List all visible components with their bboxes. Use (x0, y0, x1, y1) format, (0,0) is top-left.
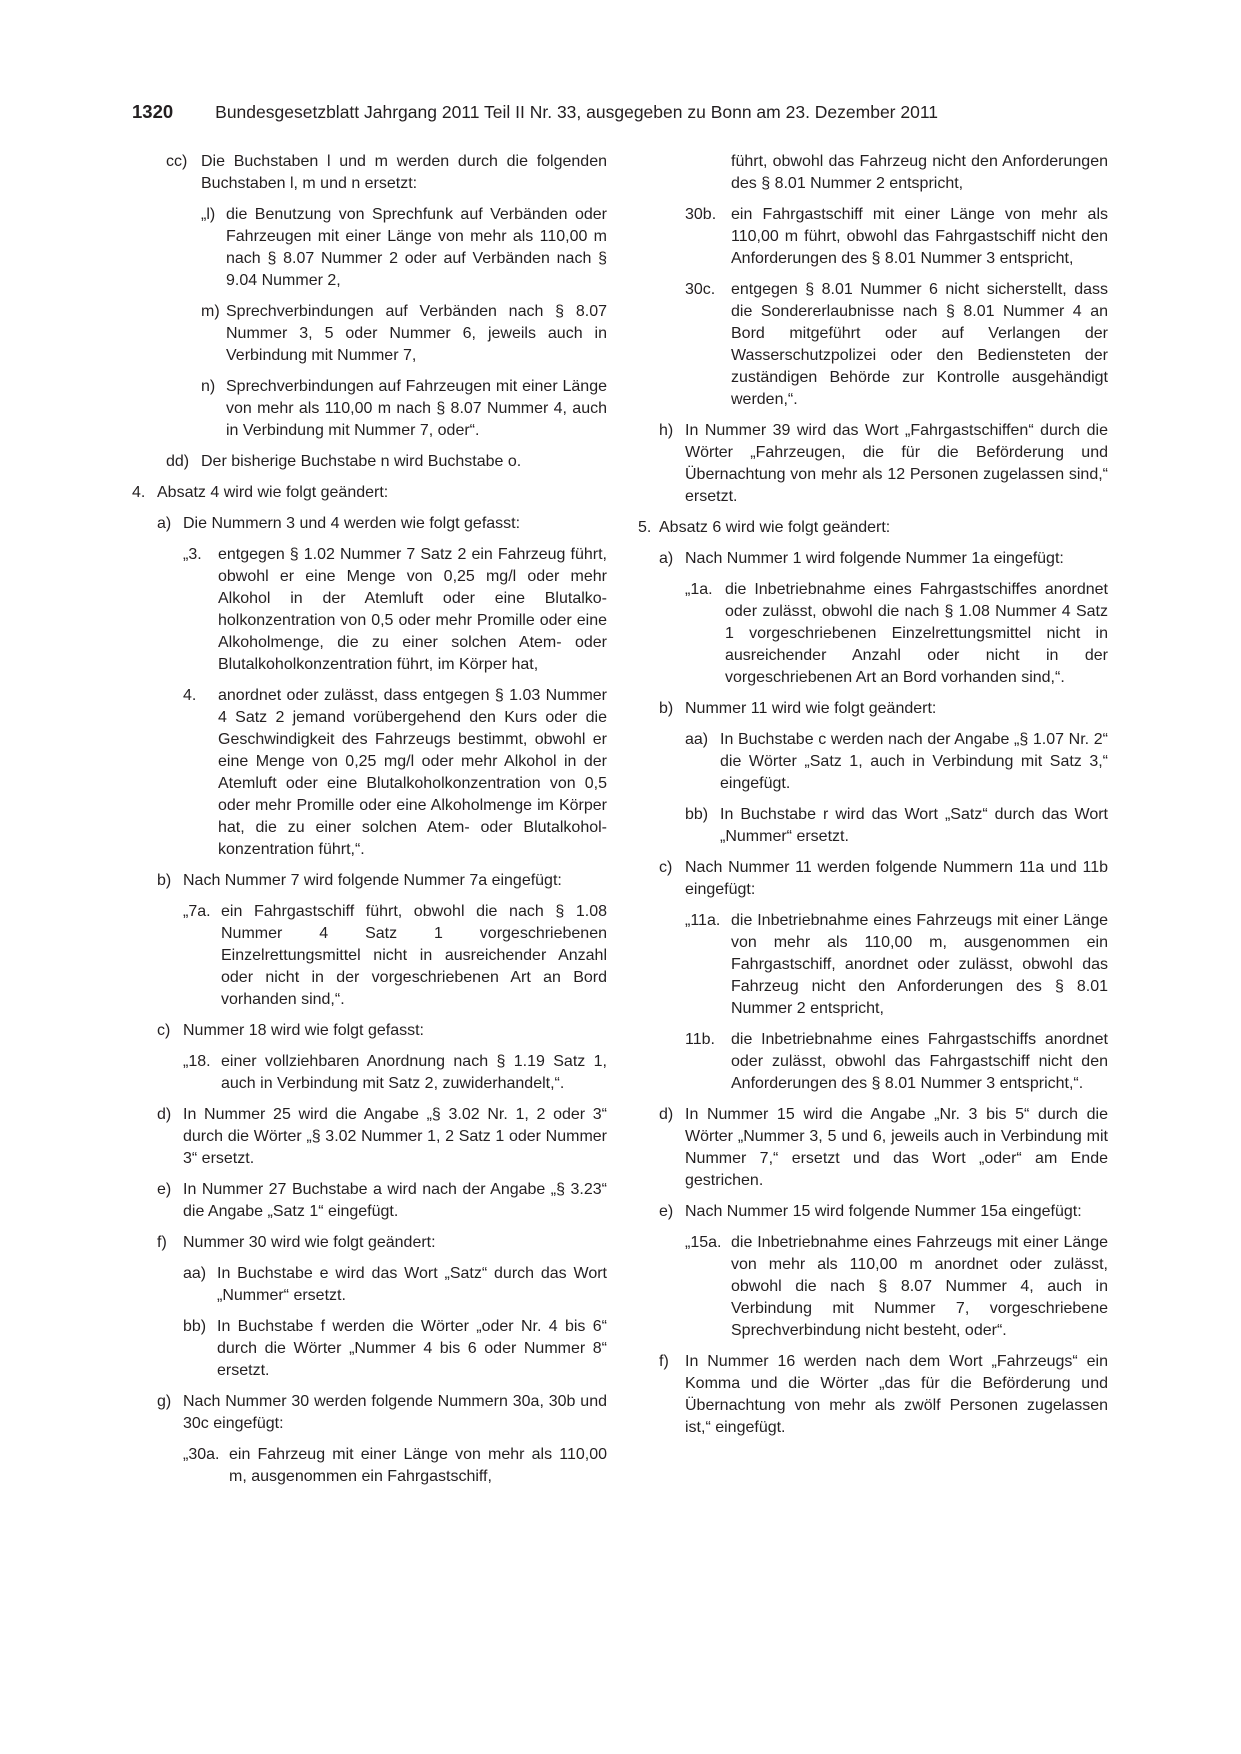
subitem-text: die Inbetriebnahme eines Fahrgastschiffes anordnet oder zulässt, obwohl die nach § 1.08 Nummer 4 Satz 1 vorgeschriebenen Einzelrettungsmittel nicht in ausreichender Anzahl oder nicht in der vorgeschriebenen Art an Bord vorhanden sind,“. (725, 581, 1108, 686)
subitem-30a (183, 1444, 607, 1488)
item-text: In Nummer 27 Buchstabe a wird nach der Angabe „§ 3.23“ die Angabe „Satz 1“ eingefügt. (183, 1181, 607, 1220)
item-marker: b) (659, 700, 674, 717)
subitem-11b (685, 1029, 1108, 1095)
item-4a (157, 513, 607, 861)
header-title: Bundesgesetzblatt Jahrgang 2011 Teil II Nr. 33, ausgegeben zu Bonn am 23. Dezember 2011 (215, 102, 939, 122)
section-text: Absatz 6 wird wie folgt geändert: (659, 519, 891, 536)
item-marker: cc) (166, 153, 188, 170)
item-text: In Nummer 15 wird die Angabe „Nr. 3 bis 5“ durch die Wörter „Nummer 3, 5 und 6, jeweils auch in Verbindung mit Nummer 7,“ ersetzt und das Wort „oder“ am Ende gestrichen. (685, 1106, 1108, 1189)
subitem-marker: „3. (183, 546, 202, 563)
subitem-text: In Buchstabe c werden nach der Angabe „§ 1.07 Nr. 2“ die Wörter „Satz 1, auch in Verbindung mit Satz 3,“ eingefügt. (720, 731, 1108, 792)
section-marker: 4. (132, 484, 146, 501)
subitem-n (201, 376, 607, 442)
subitem-30b (685, 204, 1108, 270)
item-marker: f) (659, 1353, 669, 1370)
item-marker: c) (157, 1022, 171, 1039)
item-4d (157, 1104, 607, 1170)
subitem-text: ein Fahrgastschiff führt, obwohl die nach § 1.08 Nummer 4 Satz 1 vorgeschriebenen Einzelrettungsmittel nicht in ausreichender Anzahl oder nicht in der vorgeschriebenen Art an Bord vorhanden sind,“. (221, 903, 607, 1008)
subitem-marker: 30c. (685, 281, 716, 298)
item-4g (157, 1391, 607, 1488)
subitem-text: einer vollziehbaren Anordnung nach § 1.19 Satz 1, auch in Verbindung mit Satz 2, zuwiderhandelt,“. (221, 1053, 607, 1092)
section-5 (638, 517, 1108, 1439)
item-4f (157, 1232, 607, 1382)
continuation-30a: führt, obwohl das Fahrzeug nicht den Anforderungen des § 8.01 Nummer 2 entspricht, (731, 153, 1108, 192)
item-cc (166, 151, 607, 442)
subitem-4 (183, 685, 607, 861)
subitem-text: die Inbetriebnahme eines Fahrzeugs mit einer Länge von mehr als 110,00 m anordnet oder zulässt, obwohl die nach § 8.07 Nummer 4, auch in Verbindung mit Nummer 7, vorgeschriebene Sprechverbindung nicht besteht, oder“. (731, 1234, 1108, 1339)
item-text: In Nummer 39 wird das Wort „Fahrgastschiffen“ durch die Wörter „Fahrzeugen, die für die Beförderung und Übernachtung von mehr als 12 Personen zugelassen sind,“ ersetzt. (685, 422, 1108, 505)
item-5b (659, 698, 1108, 848)
item-marker: c) (659, 859, 673, 876)
section-4 (132, 482, 607, 1488)
item-text: Nummer 18 wird wie folgt gefasst: (183, 1022, 424, 1039)
item-5e (659, 1201, 1108, 1342)
item-marker: g) (157, 1393, 172, 1410)
subitem-text: entgegen § 1.02 Nummer 7 Satz 2 ein Fahrzeug führt, obwohl er eine Menge von 0,25 mg/l oder mehr Alkohol in der Atemluft oder eine Blutalkoholkonzentration von 0,5 oder mehr Promille oder eine Alkoholmenge, die zu einer solchen Atem- oder Blutalkoholkonzentration führt, im Körper hat, (218, 546, 607, 673)
item-text: Nach Nummer 11 werden folgende Nummern 11a und 11b eingefügt: (685, 859, 1108, 898)
subitem-marker: „7a. (183, 903, 211, 920)
item-5c (659, 857, 1108, 1095)
subitem-marker: 11b. (685, 1031, 715, 1048)
subitem-7a (183, 901, 607, 1011)
item-4e (157, 1179, 607, 1223)
item-text: Nummer 30 wird wie folgt geändert: (183, 1234, 436, 1251)
subitem-marker: 30b. (685, 206, 717, 223)
item-marker: b) (157, 872, 172, 889)
subitem-marker: „18. (183, 1053, 211, 1070)
left-column (132, 151, 607, 1497)
item-text: Die Buchstaben l und m werden durch die folgenden Buchstaben l, m und n ersetzt: (201, 153, 607, 192)
subitem-text: die Benutzung von Sprechfunk auf Verbänden oder Fahrzeugen mit einer Länge von mehr als 110,00 m nach § 8.07 Nummer 2 oder auf Verbänden nach § 9.04 Nummer 2, (226, 206, 607, 289)
subitem-text: In Buchstabe e wird das Wort „Satz“ durch das Wort „Nummer“ ersetzt. (217, 1265, 607, 1304)
section-marker: 5. (638, 519, 652, 536)
subitem-bb (685, 804, 1108, 848)
item-text: Die Nummern 3 und 4 werden wie folgt gefasst: (183, 515, 521, 532)
item-5d (659, 1104, 1108, 1192)
subitem-aa (685, 729, 1108, 795)
subitem-marker: aa) (183, 1265, 207, 1282)
item-5a (659, 548, 1108, 689)
subitem-text: In Buchstabe f werden die Wörter „oder Nr. 4 bis 6“ durch die Wörter „Nummer 4 bis 6 oder Nummer 8“ ersetzt. (217, 1318, 607, 1379)
subitem-marker: „15a. (685, 1234, 722, 1251)
item-text: Nach Nummer 1 wird folgende Nummer 1a eingefügt: (685, 550, 1064, 567)
item-text: Nach Nummer 15 wird folgende Nummer 15a eingefügt: (685, 1203, 1082, 1220)
item-dd (166, 451, 607, 473)
item-text: In Nummer 25 wird die Angabe „§ 3.02 Nr. 1, 2 oder 3“ durch die Wörter „§ 3.02 Nummer 1, 2 Satz 1 oder Nummer 3“ ersetzt. (183, 1106, 607, 1167)
subitem-marker: n) (201, 378, 216, 395)
subitem-marker: m) (201, 303, 220, 320)
subitem-text: Sprechverbindungen auf Fahrzeugen mit einer Länge von mehr als 110,00 m nach § 8.07 Nummer 4, auch in Verbindung mit Nummer 7, oder“. (226, 378, 607, 439)
subitem-11a (685, 910, 1108, 1020)
item-4b (157, 870, 607, 1011)
subitem-text: anordnet oder zulässt, dass entgegen § 1.03 Nummer 4 Satz 2 jemand vorübergehend den Kurs oder die Geschwindigkeit des Fahrzeugs bestimmt, obwohl er eine Menge von 0,25 mg/l oder mehr Alkohol in der Atemluft oder eine Blutalkoholkonzentration von 0,5 oder mehr Promille oder eine Alkoholmenge im Körper hat, die zu einer solchen Atem- oder Blutalkoholkonzentration führt,“. (218, 687, 607, 858)
item-marker: a) (659, 550, 674, 567)
subitem-text: ein Fahrzeug mit einer Länge von mehr als 110,00 m, ausgenommen ein Fahrgastschiff, (229, 1446, 607, 1485)
subitem-m (201, 301, 607, 367)
subitem-1a (685, 579, 1108, 689)
subitem-text: Sprechverbindungen auf Verbänden nach § 8.07 Nummer 3, 5 oder Nummer 6, jeweils auch in Verbindung mit Nummer 7, (226, 303, 607, 364)
item-4c (157, 1020, 607, 1095)
subitem-marker: 4. (183, 687, 197, 704)
item-4h (659, 420, 1108, 508)
subitem-marker: bb) (685, 806, 709, 823)
item-marker: f) (157, 1234, 167, 1251)
item-text: In Nummer 16 werden nach dem Wort „Fahrzeugs“ ein Komma und die Wörter „das für die Beförderung und Übernachtung von mehr als zwölf Personen zugelassen ist,“ eingefügt. (685, 1353, 1108, 1436)
subitem-text: die Inbetriebnahme eines Fahrgastschiffs anordnet oder zulässt, obwohl das Fahrgastschiff nicht den Anforderungen des § 8.01 Nummer 3 entspricht,“. (731, 1031, 1108, 1092)
item-text: Der bisherige Buchstabe n wird Buchstabe o. (201, 453, 522, 470)
subitem-30c (685, 279, 1108, 411)
subitem-marker: „11a. (685, 912, 721, 929)
subitem-marker: „l) (201, 206, 216, 223)
item-marker: a) (157, 515, 172, 532)
item-marker: h) (659, 422, 674, 439)
section-text: Absatz 4 wird wie folgt geändert: (157, 484, 389, 501)
item-marker: dd) (166, 453, 190, 470)
subitem-text: ein Fahrgastschiff mit einer Länge von mehr als 110,00 m führt, obwohl das Fahrgastschiff nicht den Anforderungen des § 8.01 Nummer 3 entspricht, (731, 206, 1108, 267)
subitem-3 (183, 544, 607, 676)
subitem-marker: „1a. (685, 581, 713, 598)
item-text: Nummer 11 wird wie folgt geändert: (685, 700, 937, 717)
subitem-aa (183, 1263, 607, 1307)
subitem-text: die Inbetriebnahme eines Fahrzeugs mit einer Länge von mehr als 110,00 m, ausgenommen ein Fahrgastschiff, anordnet oder zulässt, obwohl das Fahrzeug nicht den Anforderungen des § 8.01 Nummer 2 entspricht, (731, 912, 1108, 1017)
item-text: Nach Nummer 30 werden folgende Nummern 30a, 30b und 30c eingefügt: (183, 1393, 607, 1432)
subitem-15a (685, 1232, 1108, 1342)
subitem-marker: aa) (685, 731, 709, 748)
subitem-18 (183, 1051, 607, 1095)
item-marker: e) (659, 1203, 674, 1220)
item-5f (659, 1351, 1108, 1439)
item-marker: d) (157, 1106, 172, 1123)
subitem-text: entgegen § 8.01 Nummer 6 nicht sicherstellt, dass die Sondererlaubnisse nach § 8.01 Nummer 4 an Bord mitgeführt oder auf Verlangen der Wasserschutzpolizei oder den Bediensteten der zuständigen Behörde zur Kontrolle ausgehändigt werden,“. (731, 281, 1108, 408)
subitem-bb (183, 1316, 607, 1382)
page-number: 1320 (132, 101, 174, 122)
subitem-l (201, 204, 607, 292)
item-marker: d) (659, 1106, 674, 1123)
item-text: Nach Nummer 7 wird folgende Nummer 7a eingefügt: (183, 872, 562, 889)
item-marker: e) (157, 1181, 172, 1198)
subitem-marker: bb) (183, 1318, 207, 1335)
subitem-marker: „30a. (183, 1446, 220, 1463)
right-column (638, 151, 1108, 1448)
subitem-text: In Buchstabe r wird das Wort „Satz“ durch das Wort „Nummer“ ersetzt. (720, 806, 1108, 845)
page-header (132, 100, 1012, 124)
